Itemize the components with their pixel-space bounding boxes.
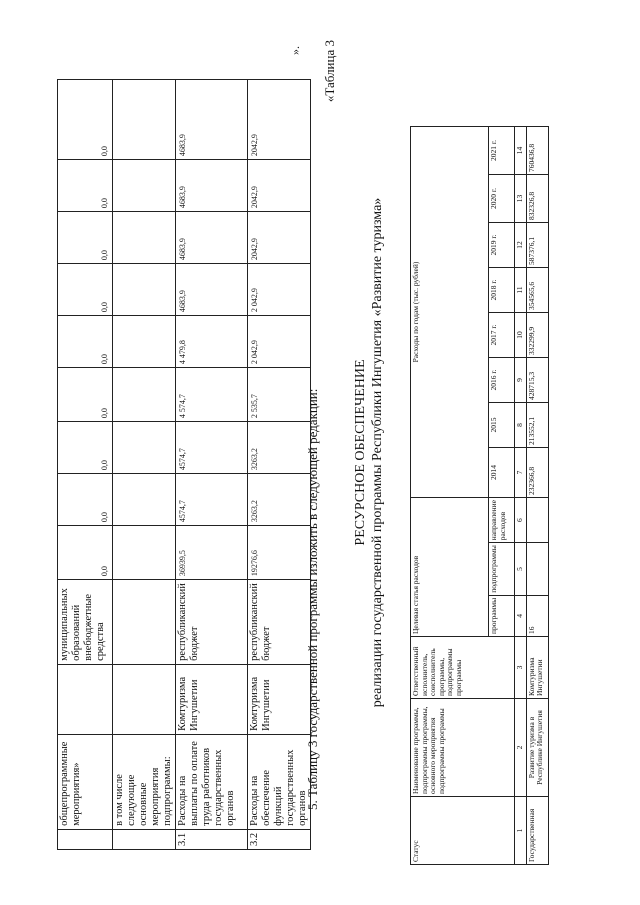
cell-value: 4 479,8 bbox=[176, 316, 248, 368]
cell-value: 4683,9 bbox=[176, 160, 248, 212]
cell-value: 2 042,9 bbox=[248, 316, 311, 368]
column-number: 3 bbox=[515, 637, 527, 699]
cell-value: 0,0 bbox=[58, 80, 113, 160]
row-number: 3.1 bbox=[176, 829, 248, 849]
cell-value: 0,0 bbox=[58, 264, 113, 316]
header-code-direction: направление расходов bbox=[489, 498, 515, 543]
header-year: 2019 г. bbox=[489, 223, 515, 268]
cell-value: 2042,9 bbox=[248, 160, 311, 212]
column-number: 1 bbox=[515, 797, 527, 865]
cell-value: 4683,9 bbox=[176, 80, 248, 160]
column-number-row bbox=[515, 127, 527, 865]
cell-value: 0,0 bbox=[58, 526, 113, 580]
column-number: 12 bbox=[515, 223, 527, 268]
column-number: 5 bbox=[515, 543, 527, 596]
cell-value: 19276,6 bbox=[248, 526, 311, 580]
column-number: 10 bbox=[515, 313, 527, 358]
cell-value: 0,0 bbox=[58, 160, 113, 212]
subheader-cell: в том числе следующие основные мероприятия подпрограммы: bbox=[113, 734, 176, 829]
header-year: 2016 г. bbox=[489, 358, 515, 403]
cell-program-code: 16 bbox=[526, 595, 548, 636]
cell-value: 3263,2 bbox=[248, 422, 311, 474]
cell-value: 3263,2 bbox=[248, 474, 311, 526]
header-code: Целевая статья расходов bbox=[411, 498, 489, 637]
heading-subtitle: реализации государственной программы Республики Ингушетия «Развитие туризма» bbox=[370, 197, 385, 708]
cell-value: 4574,7 bbox=[176, 422, 248, 474]
cell-value: 0,0 bbox=[58, 212, 113, 264]
cell-value: 36939,5 bbox=[176, 526, 248, 580]
header-year: 2017 г. bbox=[489, 313, 515, 358]
table-row bbox=[526, 127, 548, 865]
cell-name: Расходы на обеспечение функций государственных органов bbox=[248, 734, 311, 829]
header-executor: Ответственный исполнитель, соисполнитель программы, подпрограммы программы bbox=[411, 637, 515, 699]
cell-source: республиканский бюджет bbox=[176, 580, 248, 665]
column-number: 4 bbox=[515, 595, 527, 636]
cell-value: 4683,9 bbox=[176, 212, 248, 264]
cell-value: 2 535,7 bbox=[248, 368, 311, 422]
cell-name: Развитие туризма в Республике Ингушетия bbox=[526, 699, 548, 797]
column-number: 8 bbox=[515, 403, 527, 448]
header-years: Расходы по годам (тыс. рублей) bbox=[411, 127, 489, 498]
cell-value: 587376,1 bbox=[526, 223, 548, 268]
cell-value: 0,0 bbox=[58, 316, 113, 368]
header-year: 2014 bbox=[489, 448, 515, 498]
table-row bbox=[411, 127, 489, 865]
cell-value: 332299,9 bbox=[526, 313, 548, 358]
cell-value: 213552,1 bbox=[526, 403, 548, 448]
column-number: 11 bbox=[515, 268, 527, 313]
cell-executor: Комтуризма Ингушетии bbox=[526, 637, 548, 699]
cell-name: общепрограммные мероприятия» bbox=[58, 734, 113, 829]
cell-value: 2042,9 bbox=[248, 212, 311, 264]
cell-value: 4574,7 bbox=[176, 474, 248, 526]
cell-status: Государственная bbox=[526, 797, 548, 865]
cell-value: 232366,8 bbox=[526, 448, 548, 498]
top-continuation-table bbox=[57, 79, 311, 850]
header-year: 2015 bbox=[489, 403, 515, 448]
cell-value: 760436,8 bbox=[526, 127, 548, 175]
heading-title: РЕСУРСНОЕ ОБЕСПЕЧЕНИЕ bbox=[353, 359, 368, 546]
cell-value: 0,0 bbox=[58, 474, 113, 526]
cell-value: 2042,9 bbox=[248, 80, 311, 160]
cell-value: 0,0 bbox=[58, 368, 113, 422]
header-code-program: программы bbox=[489, 595, 515, 636]
paragraph-5: 5. Таблицу 3 государственной программы изложить в следующей редакции: bbox=[305, 388, 320, 810]
cell-value: 2 042,9 bbox=[248, 264, 311, 316]
cell-value: 832326,8 bbox=[526, 175, 548, 223]
cell-name: Расходы на выплаты по оплате труда работников государственных органов bbox=[176, 734, 248, 829]
end-quote: ». bbox=[288, 46, 302, 55]
cell-value: 4683,9 bbox=[176, 264, 248, 316]
row-number: 3.2 bbox=[248, 829, 311, 849]
table-3-label: «Таблица 3 bbox=[322, 40, 337, 103]
resource-table bbox=[410, 126, 549, 865]
table-row bbox=[248, 80, 311, 850]
header-code-subprogram: подпрограммы bbox=[489, 543, 515, 596]
column-number: 13 bbox=[515, 175, 527, 223]
cell-executor: Комтуризма Ингушетии bbox=[176, 664, 248, 734]
table-row bbox=[176, 80, 248, 850]
cell-source: республиканский бюджет bbox=[248, 580, 311, 665]
column-number: 2 bbox=[515, 699, 527, 797]
cell-source: муниципальных образований внебюджетные средства bbox=[58, 580, 113, 665]
header-year: 2018 г. bbox=[489, 268, 515, 313]
cell-value: 0,0 bbox=[58, 422, 113, 474]
cell-value: 4 574,7 bbox=[176, 368, 248, 422]
header-year: 2020 г. bbox=[489, 175, 515, 223]
cell-value: 354565,6 bbox=[526, 268, 548, 313]
table-row bbox=[58, 80, 113, 850]
column-number: 6 bbox=[515, 498, 527, 543]
cell-value: 428715,3 bbox=[526, 358, 548, 403]
header-status: Статус bbox=[411, 797, 515, 865]
column-number: 7 bbox=[515, 448, 527, 498]
table-row bbox=[113, 80, 176, 850]
header-name: Наименование программы, подпрограммы программы, основного мероприятия подпрограммы программы bbox=[411, 699, 515, 797]
column-number: 9 bbox=[515, 358, 527, 403]
cell-executor: Комтуризма Ингушетии bbox=[248, 664, 311, 734]
header-year: 2021 г. bbox=[489, 127, 515, 175]
column-number: 14 bbox=[515, 127, 527, 175]
